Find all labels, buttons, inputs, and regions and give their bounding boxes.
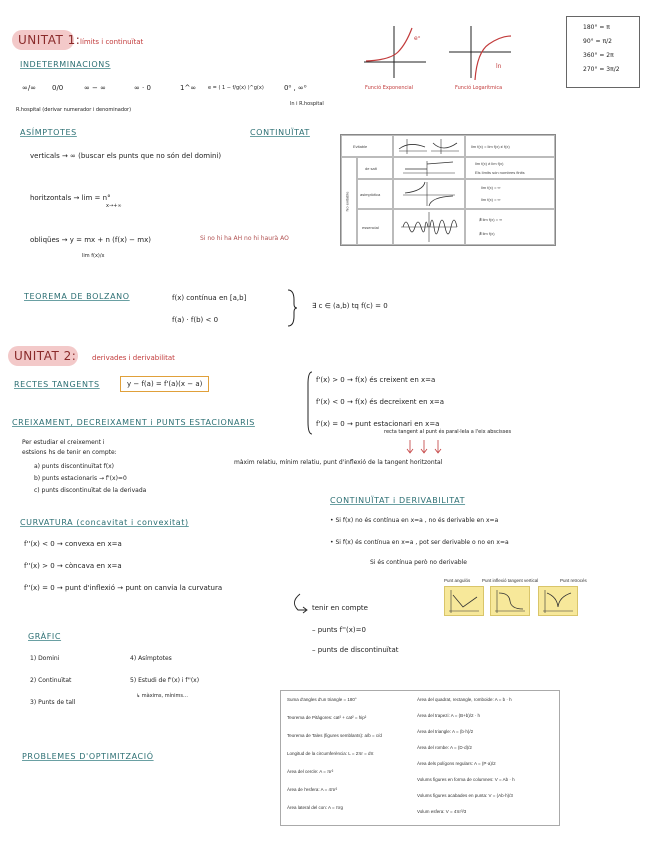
asimptota-obliques-note: Si no hi ha AH no hi haurà AO bbox=[200, 235, 289, 242]
indet-item-7: 0⁰ , ∞⁰ bbox=[284, 84, 307, 92]
derivative-rules-brace bbox=[306, 370, 314, 436]
indet-item-3: ∞ − ∞ bbox=[84, 84, 106, 92]
asimptota-verticals: verticals → ∞ (buscar els punts que no són del domini) bbox=[30, 152, 222, 160]
grafic-heading: GRÀFIC bbox=[28, 632, 62, 641]
table-row-asimptotica: asimptòtica bbox=[360, 192, 381, 197]
stationary-arrows bbox=[404, 440, 444, 456]
continuitat-rule-3: Si és contínua però no derivable bbox=[370, 559, 467, 566]
indet-note-hospital: R.hospital (derivar numerador i denominador) bbox=[16, 107, 132, 113]
curvatura-arrow bbox=[288, 592, 310, 616]
ref-left-4: Longitud de la circumferència: L = 2πr = dπ bbox=[287, 751, 374, 756]
tenir-compte-2: – punts de discontinuïtat bbox=[312, 646, 399, 654]
indet-note-ln: ln i R.hospital bbox=[290, 101, 324, 107]
creixement-item-a: a) punts discontinuïtat f(x) bbox=[34, 463, 115, 470]
indeterminacions-heading: INDETERMINACIONS bbox=[20, 60, 111, 69]
grafic-item-2: 2) Continuïtat bbox=[30, 677, 72, 684]
asimptota-obliques-sub: lim f(x)/x bbox=[82, 253, 105, 259]
ref-right-2: Àrea del trapezi: A = (B+b)/2 · h bbox=[417, 713, 481, 718]
curvatura-heading: CURVATURA (concavitat i convexitat) bbox=[20, 518, 189, 527]
creixement-heading: CREIXAMENT, DECREIXAMENT i PUNTS ESTACIONARIS bbox=[12, 418, 255, 427]
continuitat-heading: CONTINUÏTAT bbox=[250, 128, 310, 137]
asimptota-horitzontals: horitzontals → lim = n° bbox=[30, 194, 111, 202]
indet-item-4: ∞ · 0 bbox=[134, 84, 151, 92]
point-inflexio-box bbox=[490, 586, 530, 616]
ref-right-3: Àrea del triangle: A = (b·h)/2 bbox=[417, 729, 474, 734]
radians-line-4: 270° = 3π/2 bbox=[583, 66, 620, 73]
ref-right-1: Àrea del quadrat, rectangle, romboide: A = b · h bbox=[417, 697, 512, 702]
table-row-evitable: Evitable bbox=[353, 144, 368, 149]
grafic-item-5-sub: ↳ màxims, mínims… bbox=[136, 693, 189, 699]
exponential-graph bbox=[360, 22, 430, 82]
ref-right-5: Àrea dels polígons regulars: A = (P·a)/2 bbox=[417, 761, 496, 766]
table-formula-4: lim f(x) = ∞ bbox=[481, 185, 501, 190]
point-type-angulos-label: Punt angulós bbox=[444, 578, 471, 583]
unit2-title: UNITAT 2: bbox=[14, 349, 77, 363]
bolzano-brace bbox=[286, 288, 298, 328]
curvatura-rule-3: f''(x) = 0 → punt d'inflexió → punt on canvia la curvatura bbox=[24, 584, 223, 592]
evitable-sketch bbox=[397, 137, 461, 155]
rule-negative: f'(x) < 0 → f(x) és decreixent en x=a bbox=[316, 398, 445, 406]
log-curve-label: ln bbox=[496, 63, 502, 70]
reference-formulas-box bbox=[280, 690, 560, 826]
continuity-table bbox=[340, 134, 556, 246]
ref-left-7: Àrea lateral del con: A = πrg bbox=[287, 805, 344, 810]
creixement-intro-1: Per estudiar el creixement i bbox=[22, 439, 105, 446]
unit2-subtitle: derivades i derivabilitat bbox=[92, 354, 175, 362]
stationary-types: màxim relatiu, mínim relatiu, punt d'inflexió de la tangent horitzontal bbox=[234, 459, 443, 466]
table-formula-5: lim f(x) = ∞ bbox=[481, 197, 501, 202]
creixement-item-b: b) punts estacionaris → f'(x)=0 bbox=[34, 475, 127, 482]
ref-right-4: Àrea del rombe: A = (D·d)/2 bbox=[417, 745, 472, 750]
problemes-heading: PROBLEMES D'OPTIMITZACIÓ bbox=[22, 752, 154, 761]
grafic-item-3: 3) Punts de tall bbox=[30, 699, 76, 706]
rule-zero: f'(x) = 0 → punt estacionari en x=a bbox=[316, 420, 440, 428]
grafic-item-4: 4) Asímptotes bbox=[130, 655, 172, 662]
table-side-label: No evitable bbox=[344, 191, 350, 212]
ref-left-1: Suma d'angles d'un triangle = 180° bbox=[287, 697, 357, 702]
indet-item-5: 1^∞ bbox=[180, 84, 197, 92]
ref-left-6: Àrea de l'esfera: A = 4πr² bbox=[287, 787, 338, 792]
ref-right-7: Volums figures acabades en punta: V = (Ab·h)/3 bbox=[417, 793, 513, 798]
stationary-note: recta tangent al punt és paral·lela a l'eix abscisses bbox=[384, 429, 512, 435]
ref-right-8: Volum esfera: V = 4πr³/3 bbox=[417, 809, 467, 814]
creixement-item-c: c) punts discontinuïtat de la derivada bbox=[34, 487, 147, 494]
essencial-sketch bbox=[397, 211, 461, 243]
ref-right-6: Volums figures en forma de columnes: V = Ab · h bbox=[417, 777, 515, 782]
rectes-tangents-heading: RECTES TANGENTS bbox=[14, 380, 100, 389]
creixement-intro-2: estsions hs de tenir en compte: bbox=[22, 449, 117, 456]
indet-item-2: 0/0 bbox=[52, 84, 64, 92]
ref-left-3: Teorema de Tales (figures semblants): a/b = c/d bbox=[287, 733, 382, 738]
ref-left-5: Àrea del cercle: A = πr² bbox=[287, 769, 334, 774]
asimptotes-heading: ASÍMPTOTES bbox=[20, 128, 77, 137]
radians-line-2: 90° = π/2 bbox=[583, 38, 612, 45]
indet-item-1: ∞/∞ bbox=[22, 84, 37, 92]
radians-box bbox=[566, 16, 640, 88]
point-type-inflexio-label: Punt inflexió tangent vertical bbox=[482, 578, 539, 583]
bolzano-line-1: f(x) contínua en [a,b] bbox=[172, 294, 247, 302]
radians-line-3: 360° = 2π bbox=[583, 52, 614, 59]
log-graph-caption: Funció Logarítmica bbox=[455, 85, 503, 91]
curvatura-rule-2: f''(x) > 0 → còncava en x=a bbox=[24, 562, 122, 570]
table-formula-6: ∄ lim f(x) = ∞ bbox=[479, 217, 503, 222]
grafic-item-5: 5) Estudi de f'(x) i f''(x) bbox=[130, 677, 200, 684]
exp-curve-label: eˣ bbox=[414, 35, 421, 42]
continuitat-rule-1: • Si f(x) no és contínua en x=a , no és derivable en x=a bbox=[330, 517, 499, 524]
grafic-item-1: 1) Domini bbox=[30, 655, 60, 662]
continuitat-rule-2: • Si f(x) és contínua en x=a , pot ser derivable o no en x=a bbox=[330, 539, 509, 546]
point-angulos-box bbox=[444, 586, 484, 616]
indet-item-6: e = ( 1 − f/g(x) )^g(x) bbox=[208, 85, 264, 91]
asimptotica-sketch bbox=[397, 181, 461, 207]
exp-graph-caption: Funció Exponencial bbox=[365, 85, 414, 91]
unit1-title: UNITAT 1: bbox=[18, 33, 81, 47]
rule-positive: f'(x) > 0 → f(x) és creixent en x=a bbox=[316, 376, 436, 384]
logarithmic-graph bbox=[445, 22, 515, 82]
table-formula-7: ∄ lim f(x) bbox=[479, 231, 495, 236]
unit1-subtitle: límits i continuïtat bbox=[80, 38, 144, 46]
table-formula-1: lim f(x) = lim f(x) ≠ f(x) bbox=[471, 144, 510, 149]
ref-left-2: Teorema de Pitàgores: cat² + cat² = hip² bbox=[287, 715, 367, 720]
point-retroces-box bbox=[538, 586, 578, 616]
salt-sketch bbox=[397, 159, 461, 177]
tenir-compte-1: – punts f''(x)=0 bbox=[312, 626, 366, 634]
table-formula-3: Els límits són nombres finits bbox=[475, 170, 525, 175]
bolzano-heading: TEOREMA DE BOLZANO bbox=[24, 292, 130, 301]
tenir-compte-title: tenir en compte bbox=[312, 604, 368, 612]
bolzano-result: ∃ c ∈ (a,b) tq f(c) = 0 bbox=[312, 302, 388, 310]
point-type-retroces-label: Punt retrocés bbox=[560, 578, 587, 583]
table-row-salt: de salt bbox=[365, 166, 377, 171]
asimptota-obliques: obliqües → y = mx + n (f(x) − mx) bbox=[30, 236, 151, 244]
tangent-formula: y − f(a) = f'(a)(x − a) bbox=[120, 376, 209, 392]
asimptota-horitzontals-sub: x→+∞ bbox=[106, 203, 122, 209]
table-formula-2: lim f(x) ≠ lim f(x) bbox=[475, 161, 504, 166]
bolzano-line-2: f(a) · f(b) < 0 bbox=[172, 316, 219, 324]
radians-line-1: 180° = π bbox=[583, 24, 610, 31]
continuitat-derivabilitat-heading: CONTINUÏTAT i DERIVABILITAT bbox=[330, 496, 466, 505]
curvatura-rule-1: f''(x) < 0 → convexa en x=a bbox=[24, 540, 122, 548]
table-row-essencial: essencial bbox=[362, 225, 379, 230]
